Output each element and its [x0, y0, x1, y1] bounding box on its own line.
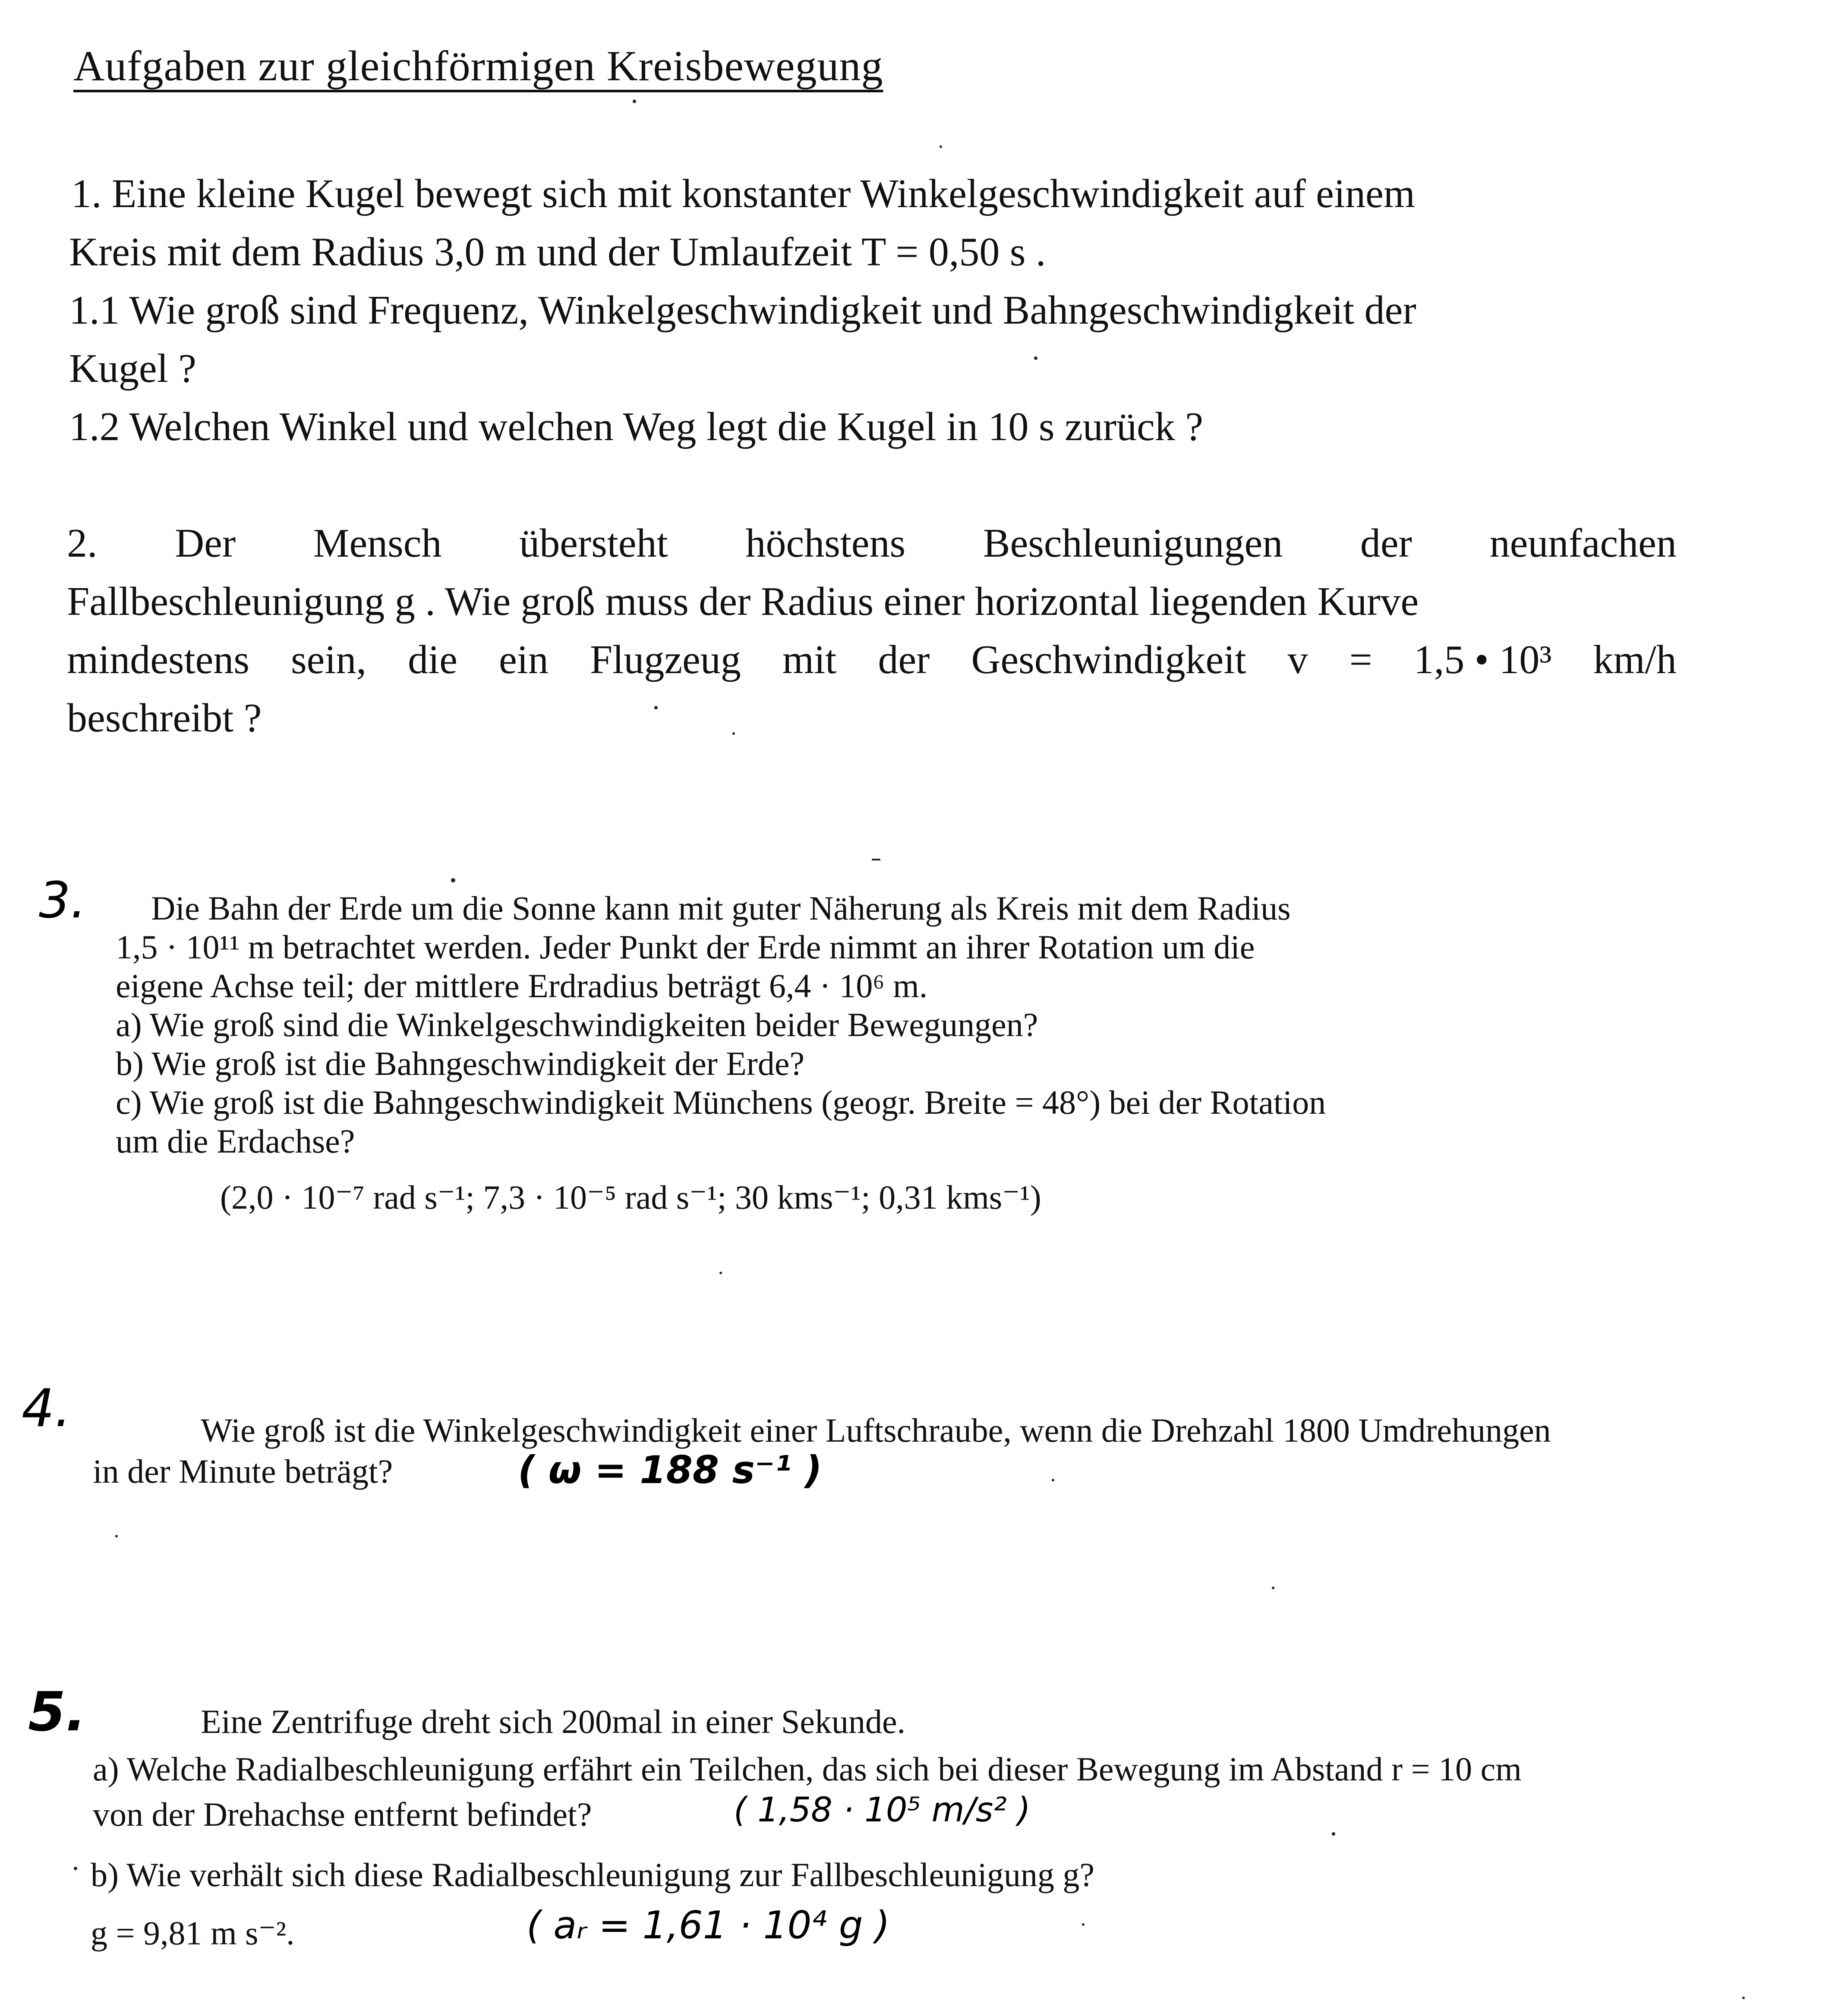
task1-question-1-1-line1: 1.1 Wie groß sind Frequenz, Winkelgeschwindigkeit und Bahngeschwindigkeit der	[69, 288, 1416, 333]
task4-line1: Wie groß ist die Winkelgeschwindigkeit einer Luftschraube, wenn die Drehzahl 1800 Umdrehungen	[201, 1411, 1551, 1449]
task2-word: Geschwindigkeit	[971, 637, 1246, 682]
task2-word: höchstens	[745, 521, 906, 566]
task2-word: sein,	[291, 637, 366, 682]
task5-question-a-line1: a) Welche Radialbeschleunigung erfährt ein Teilchen, das sich bei dieser Bewegung im Abstand r = 10 cm	[93, 1750, 1522, 1788]
speck	[115, 1535, 118, 1537]
task3-line1: Die Bahn der Erde um die Sonne kann mit guter Näherung als Kreis mit dem Radius	[151, 889, 1291, 927]
task2-word: der	[878, 637, 930, 682]
task2-word: Beschleunigungen	[983, 521, 1283, 566]
task3-line2: 1,5 · 10¹¹ m betrachtet werden. Jeder Punkt der Erde nimmt an ihrer Rotation um die	[116, 928, 1255, 966]
speck	[1332, 1832, 1335, 1836]
task3-question-c-line2: um die Erdachse?	[116, 1122, 355, 1160]
task5-question-a-line2: von der Drehachse entfernt befindet?	[93, 1796, 592, 1833]
task4-handwritten-answer: ( ω = 188 s⁻¹ )	[518, 1448, 822, 1492]
task3-question-c-line1: c) Wie groß ist die Bahngeschwindigkeit Münchens (geogr. Breite = 48°) bei der Rotation	[116, 1084, 1326, 1121]
task3-line3: eigene Achse teil; der mittlere Erdradius beträgt 6,4 · 10⁶ m.	[116, 967, 928, 1005]
speck	[1742, 1997, 1745, 1999]
task2-word: Flugzeug	[590, 637, 741, 682]
task2-word: die	[408, 637, 457, 682]
task3-handwritten-number: 3.	[39, 872, 86, 929]
task5-handwritten-answer-b: ( aᵣ = 1,61 · 10⁴ g )	[526, 1903, 890, 1947]
speck	[872, 859, 880, 860]
task2-word: ein	[499, 637, 549, 682]
speck	[1052, 1479, 1054, 1481]
task2-word: mit	[782, 637, 837, 682]
speck	[633, 100, 636, 103]
task3-answers: (2,0 · 10⁻⁷ rad s⁻¹; 7,3 · 10⁻⁵ rad s⁻¹; 30 kms⁻¹; 0,31 kms⁻¹)	[220, 1178, 1041, 1216]
speck	[939, 145, 942, 148]
speck	[451, 878, 455, 882]
task2-word: =	[1349, 637, 1372, 682]
task5-g-value: g = 9,81 m s⁻².	[91, 1914, 295, 1952]
speck	[1082, 1923, 1085, 1926]
task1-line2: Kreis mit dem Radius 3,0 m und der Umlaufzeit T = 0,50 s .	[69, 230, 1046, 274]
speck	[1034, 356, 1037, 360]
task3-question-b: b) Wie groß ist die Bahngeschwindigkeit der Erde?	[116, 1045, 805, 1082]
task2-word: v	[1287, 637, 1308, 682]
task2-word: der	[1360, 521, 1412, 566]
speck	[1272, 1587, 1274, 1589]
task5-line1: Eine Zentrifuge dreht sich 200mal in einer Sekunde.	[201, 1703, 906, 1740]
task2-line4: beschreibt ?	[67, 696, 262, 740]
task4-handwritten-number: 4.	[22, 1379, 71, 1439]
task2-word: neunfachen	[1489, 521, 1677, 566]
task2-word: übersteht	[519, 521, 668, 566]
task2-word: mindestens	[67, 637, 249, 682]
task2-word: Der	[175, 521, 236, 566]
task2-word: km/h	[1593, 637, 1677, 682]
speck	[719, 1272, 722, 1274]
task2-word: 1,5 • 10³	[1413, 637, 1552, 682]
task4-line2: in der Minute beträgt?	[93, 1452, 393, 1490]
speck	[74, 1867, 77, 1870]
speck	[654, 706, 658, 709]
task2-word: Mensch	[313, 521, 442, 566]
task5-handwritten-number: 5.	[28, 1681, 86, 1743]
task1-question-1-1-line2: Kugel ?	[69, 346, 196, 391]
task3-question-a: a) Wie groß sind die Winkelgeschwindigkeiten beider Bewegungen?	[116, 1006, 1038, 1043]
task5-question-b: b) Wie verhält sich diese Radialbeschleunigung zur Fallbeschleunigung g?	[91, 1856, 1095, 1893]
task1-line1: 1. Eine kleine Kugel bewegt sich mit konstanter Winkelgeschwindigkeit auf einem	[71, 171, 1415, 216]
page-title: Aufgaben zur gleichförmigen Kreisbewegung	[73, 42, 883, 90]
task1-question-1-2: 1.2 Welchen Winkel und welchen Weg legt die Kugel in 10 s zurück ?	[69, 404, 1204, 449]
task2-line2: Fallbeschleunigung g . Wie groß muss der Radius einer horizontal liegenden Kurve	[67, 579, 1419, 624]
task2-word: 2.	[67, 521, 98, 566]
task5-handwritten-answer-a: ( 1,58 · 10⁵ m/s² )	[734, 1791, 1031, 1830]
speck	[732, 732, 735, 735]
